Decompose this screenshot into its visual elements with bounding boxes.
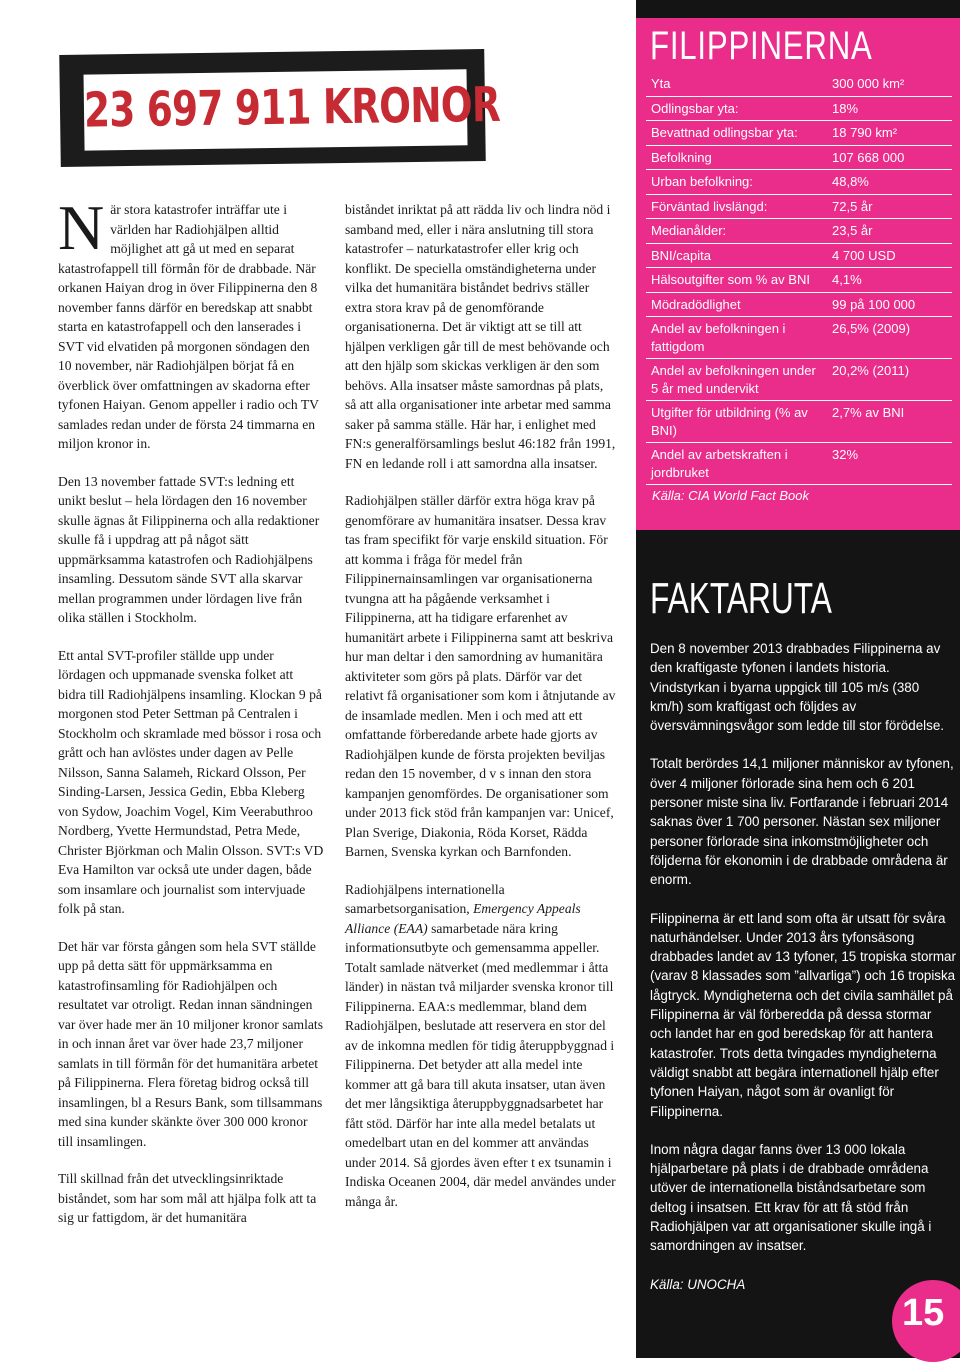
factbox-row [646,317,952,359]
factbox-source: Källa: CIA World Fact Book [652,488,810,503]
factbox-row-label: Medianålder: [651,223,727,238]
article-column-2 [345,200,617,1229]
article-paragraph [345,880,617,1212]
factbox-row-value: 18 790 km² [832,125,898,140]
factbox-row-label: Bevattnad odlingsbar yta: [651,125,798,140]
article-column-1 [58,192,324,1246]
factbox-row [646,146,952,171]
country-factbox [636,18,960,530]
factbox-row-value: 23,5 år [832,223,873,238]
factbox-row-value: 18% [832,100,859,116]
factbox-row [646,244,952,269]
factbox-row-label: Befolkning [651,149,712,165]
drop-cap: N [58,192,105,263]
factbox-row-value: 4,1% [832,272,862,287]
headline-banner-inner [83,69,501,150]
factbox-stats-table [646,72,952,485]
faktaruta-paragraph: Filippinerna är ett land som ofta är utsatt för svåra naturhändelser. Under 2013 års tyfonsäsong drabbades landet av 13 tyfoner, 15 tropiska stormar (varav 8 klassades som ”allvarliga”) och 16 tropiska lågtryck. Myndigheterna och det civila samhället på Filippinerna är väl förberedda på dessa stormar och landet har en god beredskap för att hantera katastrofer. Trots detta tvingades myndigheterna väldigt snabbt att begära internationell hjälp efter tyfonen Haiyan, något som är ovanligt för Filippinerna. [650,910,956,1119]
factbox-row-label: Andel av befolkningen under 5 år med undervikt [651,363,816,396]
factbox-row-label: Andel av arbetskraften i jordbruket [651,447,788,480]
article-paragraph: Den 13 november fattade SVT:s ledning ett unikt beslut – hela lördagen den 16 november skulle ägnas åt Filippinerna och alla redaktioner skulle få i uppdrag att på något sätt uppmärksamma katastrofen och Radiohjälpens insamling. Dessutom sände SVT alla skarvar mellan programmen under lördagen live från olika ställen i Stockholm. [58,473,320,625]
article-paragraph: Ett antal SVT-profiler ställde upp under lördagen och uppmanade svenska folket att bidra till Radiohjälpens insamling. Klockan 9 på morgonen stod Peter Settman på Centralen i Stockholm och skramlade med bössor i rosa och grått och han avlöstes under dagen av Pelle Nilsson, Sanna Salameh, Rickard Olsson, Per Sinding-Larsen, Jessica Gedin, Ebba Kleberg von Sydow, Joachim Vogel, Kim Veerabuthroo Nordberg, Yvette Hermundstad, Petra Mede, Christer Björkman och Malin Olsson. SVT:s VD Eva Hamilton var också ute under dagen, både som insamlare och journalist som intervjuade folk på stan. [58,647,324,916]
factbox-row-label: BNI/capita [651,247,711,263]
article-paragraph: biståndet inriktat på att rädda liv och lindra nöd i samband med, eller i nära anslutning till stora katastrofer – naturkatastrofer eller krig och konflikt. De speciella omständigheterna under vilka det humanitära biståndet bedrivs ställer extra stora krav på de genomförande organisationerna. Det är viktigt att se till att hjälpen verkligen går till de mest behövande och att den hjälp som skickas verkligen är den som behövs. Alla insatser måste samordnas på plats, så att alla organisationer inte arbetar med samma saker på samma ställe. Här har, i enlighet med FN:s generalförsamlings beslut 46:182 från 1991, FN en ledande roll i att samordna alla insatser. [345,202,616,471]
factbox-row [646,97,952,122]
factbox-row [646,359,952,401]
factbox-row [646,72,952,97]
factbox-row [646,443,952,485]
faktaruta-paragraph: Den 8 november 2013 drabbades Filippinerna av den kraftigaste tyfonen i landets historia. Vindstyrkan i byarna uppgick till 105 m/s (380 km/h) som kraftigast och följdes av översvämningsvågor som ledde till stor förödelse. [650,641,944,734]
headline-banner [59,49,501,167]
article-paragraph-text: är stora katastrofer inträffar ute i världen har Radiohjälpen alltid möjlighet att gå ut med en separat katastrofappell till förmån för de drabbade. När orkanen Haiyan drog in över Filippinerna den 8 november fanns därför en beredskap att snabbt starta en katastrofappell och den lanserades i SVT vid elvatiden på morgonen söndagen den 10 november, när Radiohjälpen börjat få en överblick över omfattningen av skadorna efter tyfonen Haiyan. Genom appeller i radio och TV samlades redan under de första 24 timmarna en miljon kronor in. [58,202,319,451]
faktaruta-title: FAKTARUTA [650,574,832,623]
factbox-row [646,293,952,318]
factbox-row-label: Urban befolkning: [651,174,753,189]
article-paragraph: Till skillnad från det utvecklingsinriktade biståndet, som har som mål att hjälpa folk att ta sig ur fattigdom, är det humanitära [58,1171,317,1225]
factbox-row-label: Odlingsbar yta: [651,100,739,116]
factbox-row-value: 48,8% [832,174,869,189]
factbox-row-value: 72,5 år [832,198,873,214]
sidebar [636,0,960,1358]
organisation-name: Emergency Appeals Alliance (EAA) [345,901,581,936]
article-paragraph-text: samarbetade nära kring informationsutbyte och gemensamma appeller. Totalt samlade nätverket (med medlemmar i åtta länder) in nästan två miljarder svenska kronor till Filippinerna. EAA:s medlemmar, bland dem Radiohjälpen, beslutade att reservera en stor del av de inkomna medlen för tidig återuppbyggnad i Filippinerna. Det betyder att alla medel inte kommer att gå bara till akuta insatser, utan även det mer långsiktiga återuppbyggnadsarbetet har fått stöd. Därför har inte alla medel betalats ut omedelbart utan en del kommer att användas under 2014. Så gjordes även efter t ex tsunamin i Indiska Oceanen 2004, där medel användes under många år. [345,920,616,1209]
factbox-row-value: 99 på 100 000 [832,296,916,312]
factbox-row-label: Utgifter för utbildning (% av BNI) [651,405,808,438]
faktaruta-paragraph: Inom några dagar fanns över 13 000 lokala hjälparbetare på plats i de drabbade områdena utöver de internationella biståndsarbetare som deltog i insatsen. Ett krav för att få stöd från Radiohjälpen var att organisationer skulle ingå i samordningen av insatser. [650,1141,932,1254]
faktaruta-source: Källa: UNOCHA [650,1276,746,1292]
factbox-row-value: 20,2% (2011) [832,363,910,378]
factbox-row-value: 107 668 000 [832,149,905,165]
factbox-row-value: 4 700 USD [832,247,896,263]
factbox-row [646,195,952,220]
article-paragraph: Det här var första gången som hela SVT ställde upp på detta sätt för uppmärksamma en katastrofinsamling för Radiohjälpen och resultatet var otroligt. Redan innan sändningen var över hade mer än 10 miljoner kronor samlats in och innan året var över hade 23,7 miljoner samlats in till förmån för det humanitära arbetet på Filippinerna. Flera företag bidrog också till insamlingen, bl a Resurs Bank, som tillsammans med sina kunder skänkte över 300 000 kronor till insamlingen. [58,938,323,1149]
article-paragraph [58,192,324,454]
factbox-row [646,401,952,443]
factbox-row-label: Andel av befolkningen i fattigdom [651,321,786,354]
factbox-row-label: Mödradödlighet [651,296,741,312]
factbox-title: FILIPPINERNA [650,24,873,68]
factbox-row-value: 32% [832,447,859,462]
factbox-row-value: 2,7% av BNI [832,405,905,420]
headline: 23 697 911 KRONOR [83,76,501,139]
factbox-row-label: Förväntad livslängd: [651,198,768,214]
factbox-row-value: 26,5% (2009) [832,321,911,336]
factbox-row-label: Hälsoutgifter som % av BNI [651,272,810,287]
article-paragraph-text: Radiohjälpens internationella samarbetsorganisation, [345,881,505,916]
faktaruta-body [650,639,956,1313]
page-number-badge [892,1280,960,1362]
factbox-row [646,268,952,293]
page-number: 15 [902,1292,945,1334]
factbox-row [646,219,952,244]
factbox-row-label: Yta [651,76,671,91]
article-paragraph: Radiohjälpen ställer därför extra höga krav på genomförare av humanitära insatser. Dessa krav tas fram specifikt för varje enskild situation. För att komma i fråga för medel från Filippinernainsamlingen var organisationerna tvungna att ha pågående verksamhet i Filippinerna, att ha tidigare erfarenhet av humanitärt arbete i Filippinerna samt att beskriva hur man deltar i den samordning av humanitära aktiviteter som görs på plats. Därför var det relativt få organisationer som kom i åtnjutande av de insamlade medlen. Men i och med att ett omfattande förberedande arbete hade gjorts av Radiohjälpen kunde de första projekten beviljas redan den 15 november, d v s innan den stora kampanjen genomfördes. De organisationer som under 2013 fick stöd från kampanjen var: Unicef, Plan Sverige, Diakonia, Röda Korset, Rädda Barnen, Svenska kyrkan och Barnfonden. [345,493,616,859]
faktaruta-paragraph: Totalt berördes 14,1 miljoner människor av tyfonen, över 4 miljoner förlorade sina hem och 6 201 personer miste sina liv. Fortfarande i februari 2014 saknas över 1 700 personer. Nästan sex miljoner personer förlorade sina inkomstmöjligheter och följderna för ekonomin i de drabbade områdena är enorm. [650,756,954,888]
factbox-row [646,121,952,146]
factbox-row [646,170,952,195]
factbox-row-value: 300 000 km² [832,76,905,91]
